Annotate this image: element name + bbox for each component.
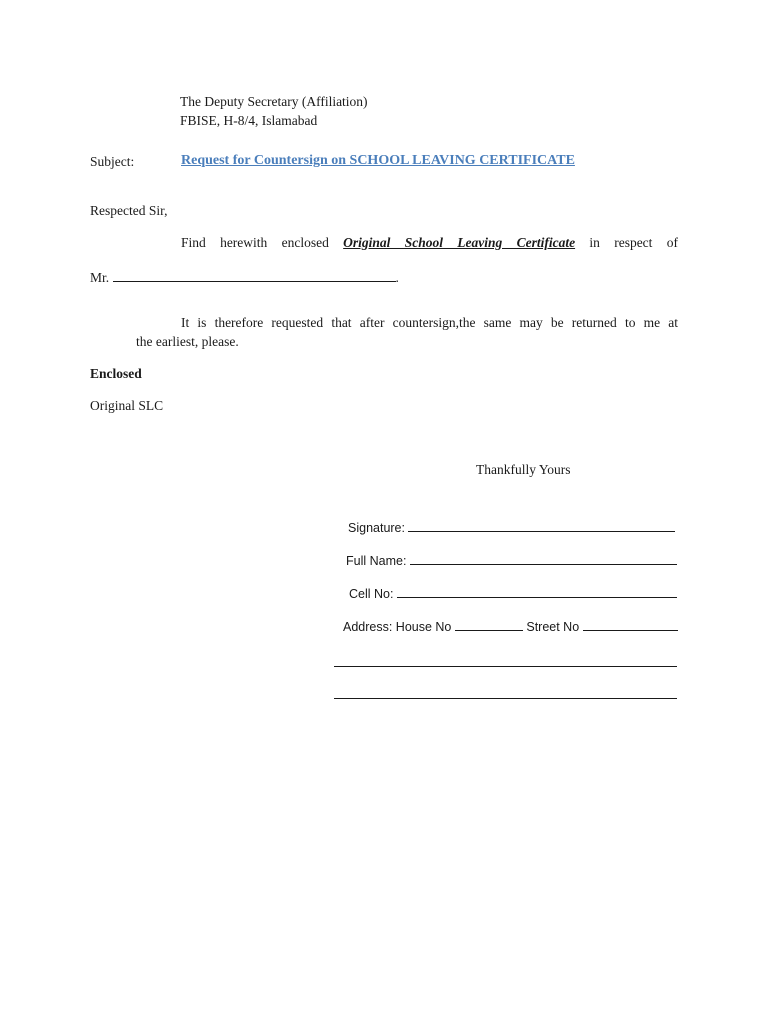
street-no-field[interactable] — [583, 618, 678, 631]
cell-field[interactable] — [397, 585, 677, 598]
signature-label: Signature: — [348, 521, 405, 535]
paragraph-2-line-2: the earliest, please. — [136, 334, 239, 349]
addressee-line-2: FBISE, H-8/4, Islamabad — [180, 113, 318, 128]
mr-suffix: . — [395, 270, 399, 285]
paragraph-1-emphasis: Original School Leaving Certificate — [343, 235, 576, 250]
address-row — [343, 618, 678, 634]
enclosed-item: Original SLC — [90, 398, 164, 413]
address-line-2-field[interactable] — [334, 666, 677, 667]
paragraph-1-after: in respect of — [589, 235, 678, 250]
house-no-field[interactable] — [455, 618, 523, 631]
subject-label: Subject: — [90, 154, 135, 169]
enclosed-heading: Enclosed — [90, 366, 142, 381]
paragraph-1-line-1 — [181, 235, 678, 251]
signature-row — [348, 519, 675, 535]
full-name-label: Full Name: — [346, 554, 407, 568]
address-street-label: Street No — [526, 620, 580, 634]
signature-field[interactable] — [408, 519, 675, 532]
cell-label: Cell No: — [349, 587, 394, 601]
address-house-label: Address: House No — [343, 620, 452, 634]
cell-row — [349, 585, 677, 601]
full-name-row — [346, 552, 677, 568]
paragraph-2-line-1: It is therefore requested that after countersign,the same may be returned to me at — [181, 315, 678, 330]
salutation: Respected Sir, — [90, 203, 168, 218]
address-line-3-field[interactable] — [334, 698, 677, 699]
paragraph-1-before: Find herewith enclosed — [181, 235, 329, 250]
subject-text: Request for Countersign on SCHOOL LEAVING CERTIFICATE — [181, 153, 575, 168]
full-name-field[interactable] — [410, 552, 677, 565]
name-blank-line[interactable] — [113, 269, 396, 282]
closing: Thankfully Yours — [476, 462, 571, 477]
addressee-line-1: The Deputy Secretary (Affiliation) — [180, 94, 368, 109]
paragraph-1-line-2 — [90, 269, 399, 286]
mr-label: Mr. — [90, 270, 110, 285]
